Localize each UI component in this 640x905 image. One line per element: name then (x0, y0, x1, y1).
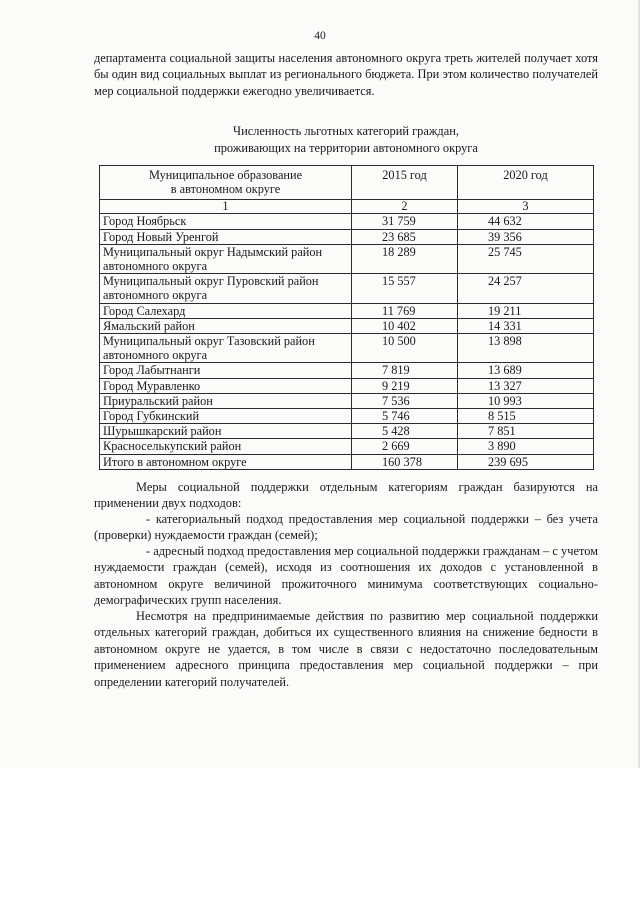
municipality-cell: Город Губкинский (100, 409, 352, 424)
value-2020-cell: 39 356 (458, 229, 594, 244)
table-row (100, 318, 594, 333)
value-2020-cell: 25 745 (458, 244, 594, 273)
table-row (100, 229, 594, 244)
table-row (100, 214, 594, 229)
value-2020-cell: 44 632 (458, 214, 594, 229)
value-2015-cell: 7 819 (352, 363, 458, 378)
table-caption-line-1: Численность льготных категорий граждан, (233, 124, 459, 138)
value-2020-cell: 14 331 (458, 318, 594, 333)
municipality-cell: Муниципальный округ Надымский район автономного округа (100, 244, 352, 273)
page-number: 40 (314, 30, 326, 42)
table-row (100, 439, 594, 454)
value-2015-cell: 18 289 (352, 244, 458, 273)
header-2020: 2020 год (458, 166, 594, 200)
table-row (100, 378, 594, 393)
value-2015-cell: 5 428 (352, 424, 458, 439)
beneficiaries-table (99, 165, 594, 470)
municipality-cell: Город Ноябрьск (100, 214, 352, 229)
value-2020-cell: 24 257 (458, 274, 594, 303)
value-2020-cell: 19 211 (458, 303, 594, 318)
value-2020-cell: 3 890 (458, 439, 594, 454)
list-item-targeted: - адресный подход предоставления мер социальной поддержки гражданам – с учетом нуждаемости граждан (семей), исходя из соотношения их доходов с установленной в автономном округе величиной прожиточного минимума соответствующих социально-демографических групп населения. (94, 544, 598, 608)
value-2015-cell: 10 402 (352, 318, 458, 333)
table-caption (94, 123, 598, 156)
header-2015: 2015 год (352, 166, 458, 200)
methods-paragraph: Меры социальной поддержки отдельным категориям граждан базируются на применении двух подходов: (94, 480, 598, 511)
table-row (100, 393, 594, 408)
municipality-cell: Шурышкарский район (100, 424, 352, 439)
value-2015-cell: 31 759 (352, 214, 458, 229)
table-row (100, 454, 594, 469)
table-row (100, 409, 594, 424)
table-row (100, 303, 594, 318)
value-2020-cell: 13 689 (458, 363, 594, 378)
value-2015-cell: 160 378 (352, 454, 458, 469)
column-number: 1 (100, 200, 352, 214)
table-row (100, 424, 594, 439)
column-number-row (100, 200, 594, 214)
municipality-cell: Город Лабытнанги (100, 363, 352, 378)
column-number: 2 (352, 200, 458, 214)
table-row (100, 363, 594, 378)
municipality-cell: Город Новый Уренгой (100, 229, 352, 244)
table-header-row (100, 166, 594, 200)
value-2015-cell: 11 769 (352, 303, 458, 318)
municipality-cell: Город Муравленко (100, 378, 352, 393)
value-2020-cell: 239 695 (458, 454, 594, 469)
municipality-cell: Город Салехард (100, 303, 352, 318)
value-2015-cell: 9 219 (352, 378, 458, 393)
value-2020-cell: 13 327 (458, 378, 594, 393)
table-caption-line-2: проживающих на территории автономного округа (214, 140, 478, 155)
value-2015-cell: 10 500 (352, 334, 458, 363)
table-row (100, 334, 594, 363)
header-municipality: Муниципальное образование в автономном округе (100, 166, 352, 200)
value-2020-cell: 8 515 (458, 409, 594, 424)
municipality-cell: Красноселькупский район (100, 439, 352, 454)
column-number: 3 (458, 200, 594, 214)
municipality-cell: Муниципальный округ Пуровский район автономного округа (100, 274, 352, 303)
value-2015-cell: 5 746 (352, 409, 458, 424)
value-2015-cell: 2 669 (352, 439, 458, 454)
municipality-cell: Итого в автономном округе (100, 454, 352, 469)
table-row (100, 244, 594, 273)
value-2015-cell: 23 685 (352, 229, 458, 244)
municipality-cell: Ямальский район (100, 318, 352, 333)
value-2020-cell: 13 898 (458, 334, 594, 363)
intro-paragraph: департамента социальной защиты населения автономного округа треть жителей получает хотя бы один вид социальных выплат из регионального бюджета. При этом количество получателей мер социальной поддержки ежегодно увеличивается. (94, 51, 598, 98)
final-paragraph: Несмотря на предпринимаемые действия по развитию мер социальной поддержки отдельных категорий граждан, добиться их существенного влияния на снижение бедности в автономном округе не удается, в том числе в связи с недостаточно последовательным применением адресного принципа предоставления мер социальной поддержки – при определении категорий получателей. (94, 609, 598, 689)
table-row (100, 274, 594, 303)
value-2020-cell: 10 993 (458, 393, 594, 408)
value-2020-cell: 7 851 (458, 424, 594, 439)
list-item-categorical: - категориальный подход предоставления мер социальной поддержки – без учета (проверки) нуждаемости граждан (семей); (94, 512, 598, 543)
value-2015-cell: 15 557 (352, 274, 458, 303)
value-2015-cell: 7 536 (352, 393, 458, 408)
municipality-cell: Приуральский район (100, 393, 352, 408)
municipality-cell: Муниципальный округ Тазовский район автономного округа (100, 334, 352, 363)
